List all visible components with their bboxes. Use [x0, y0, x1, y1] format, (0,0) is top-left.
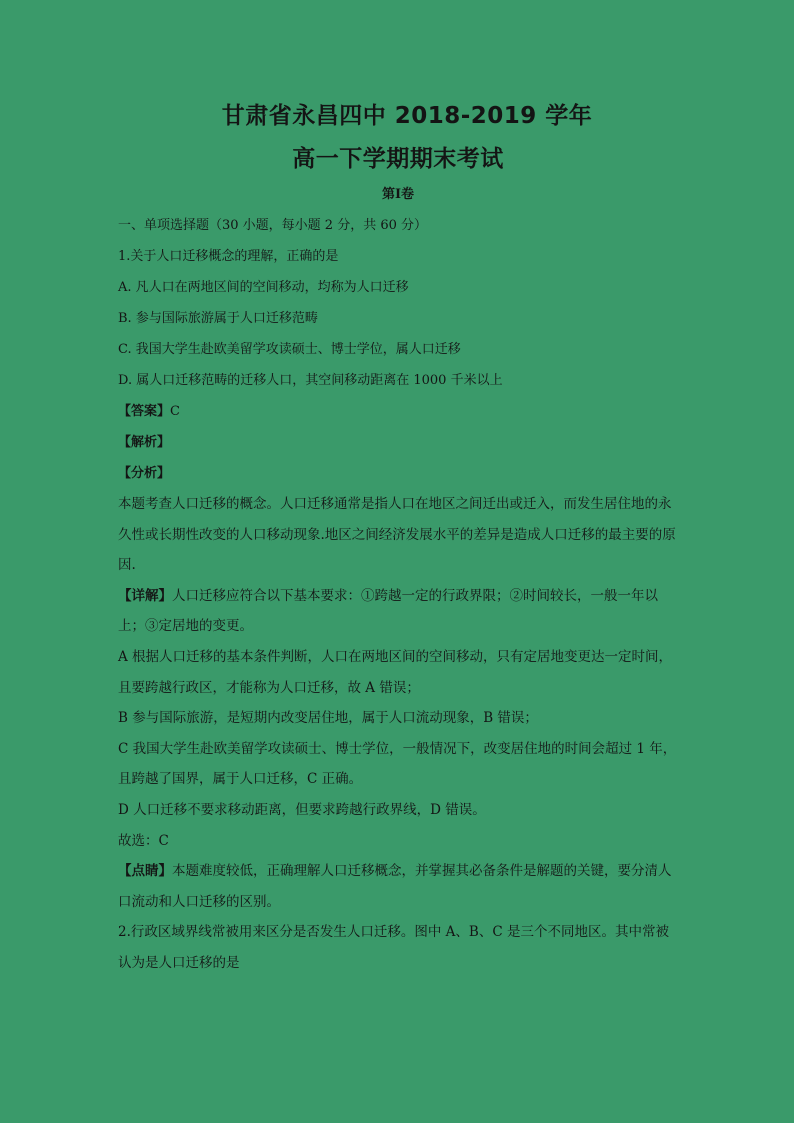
fenxi-paragraph: 本题考查人口迁移的概念。人口迁移通常是指人口在地区之间迁出或迁入，而发生居住地的永久性或长期性改变的人口移动现象.地区之间经济发展水平的差异是造成人口迁移的最主要的原因.: [118, 496, 676, 574]
question-2-stem: 2.行政区域界线常被用来区分是否发生人口迁移。图中 A、B、C 是三个不同地区。其中常被认为是人口迁移的是: [118, 924, 669, 971]
explanation-b: B 参与国际旅游，是短期内改变居住地，属于人口流动现象，B 错误；: [118, 710, 538, 727]
answer-tag: 【答案】: [118, 404, 171, 419]
conclusion: 故选：C: [118, 832, 169, 849]
explanation-d: D 人口迁移不要求移动距离，但要求跨越行政界线，D 错误。: [118, 801, 486, 818]
remark-tag: 【点睛】: [118, 863, 172, 880]
analysis-tag: 【解析】: [118, 435, 171, 450]
document-page: [118, 96, 678, 979]
answer-line: [118, 396, 678, 427]
question-1-stem: 1.关于人口迁移概念的理解，正确的是: [118, 249, 339, 264]
question-1-option-c: C. 我国大学生赴欧美留学攻读硕士、博士学位，属人口迁移: [118, 342, 461, 357]
analysis-tag-line: [118, 427, 678, 458]
question-1-option-b: B. 参与国际旅游属于人口迁移范畴: [118, 311, 318, 326]
detail-tag: 【详解】: [118, 587, 172, 604]
detail-text: 人口迁移应符合以下基本要求：①跨越一定的行政界限；②时间较长，一般一年以上；③定居地的变更。: [118, 587, 658, 635]
document-title-line2: 高一下学期期末考试: [292, 146, 504, 172]
fenxi-tag-line: [118, 458, 678, 489]
fenxi-tag: 【分析】: [118, 466, 171, 481]
document-title-line1: 甘肃省永昌四中 2018-2019 学年: [221, 103, 593, 129]
explanation-a: A 根据人口迁移的基本条件判断，人口在两地区间的空间移动，只有定居地变更达一定时间，且要跨越行政区，才能称为人口迁移，故 A 错误；: [118, 648, 673, 696]
question-1-option-d: D. 属人口迁移范畴的迁移人口，其空间移动距离在 1000 千米以上: [118, 373, 503, 388]
answer-value: C: [170, 404, 180, 419]
volume-label: 第Ⅰ卷: [381, 187, 415, 202]
explanation-c: C 我国大学生赴欧美留学攻读硕士、博士学位，一般情况下，改变居住地的时间会超过 1 年，且跨越了国界，属于人口迁移，C 正确。: [118, 740, 677, 788]
question-1-option-a: A. 凡人口在两地区间的空间移动，均称为人口迁移: [118, 280, 409, 295]
remark-text: 本题难度较低，正确理解人口迁移概念，并掌握其必备条件是解题的关键，要分清人口流动和人口迁移的区别。: [118, 863, 672, 910]
remark-paragraph: [118, 856, 678, 917]
section-heading: 一、单项选择题（30 小题，每小题 2 分，共 60 分）: [118, 218, 428, 233]
detail-paragraph: [118, 581, 678, 642]
